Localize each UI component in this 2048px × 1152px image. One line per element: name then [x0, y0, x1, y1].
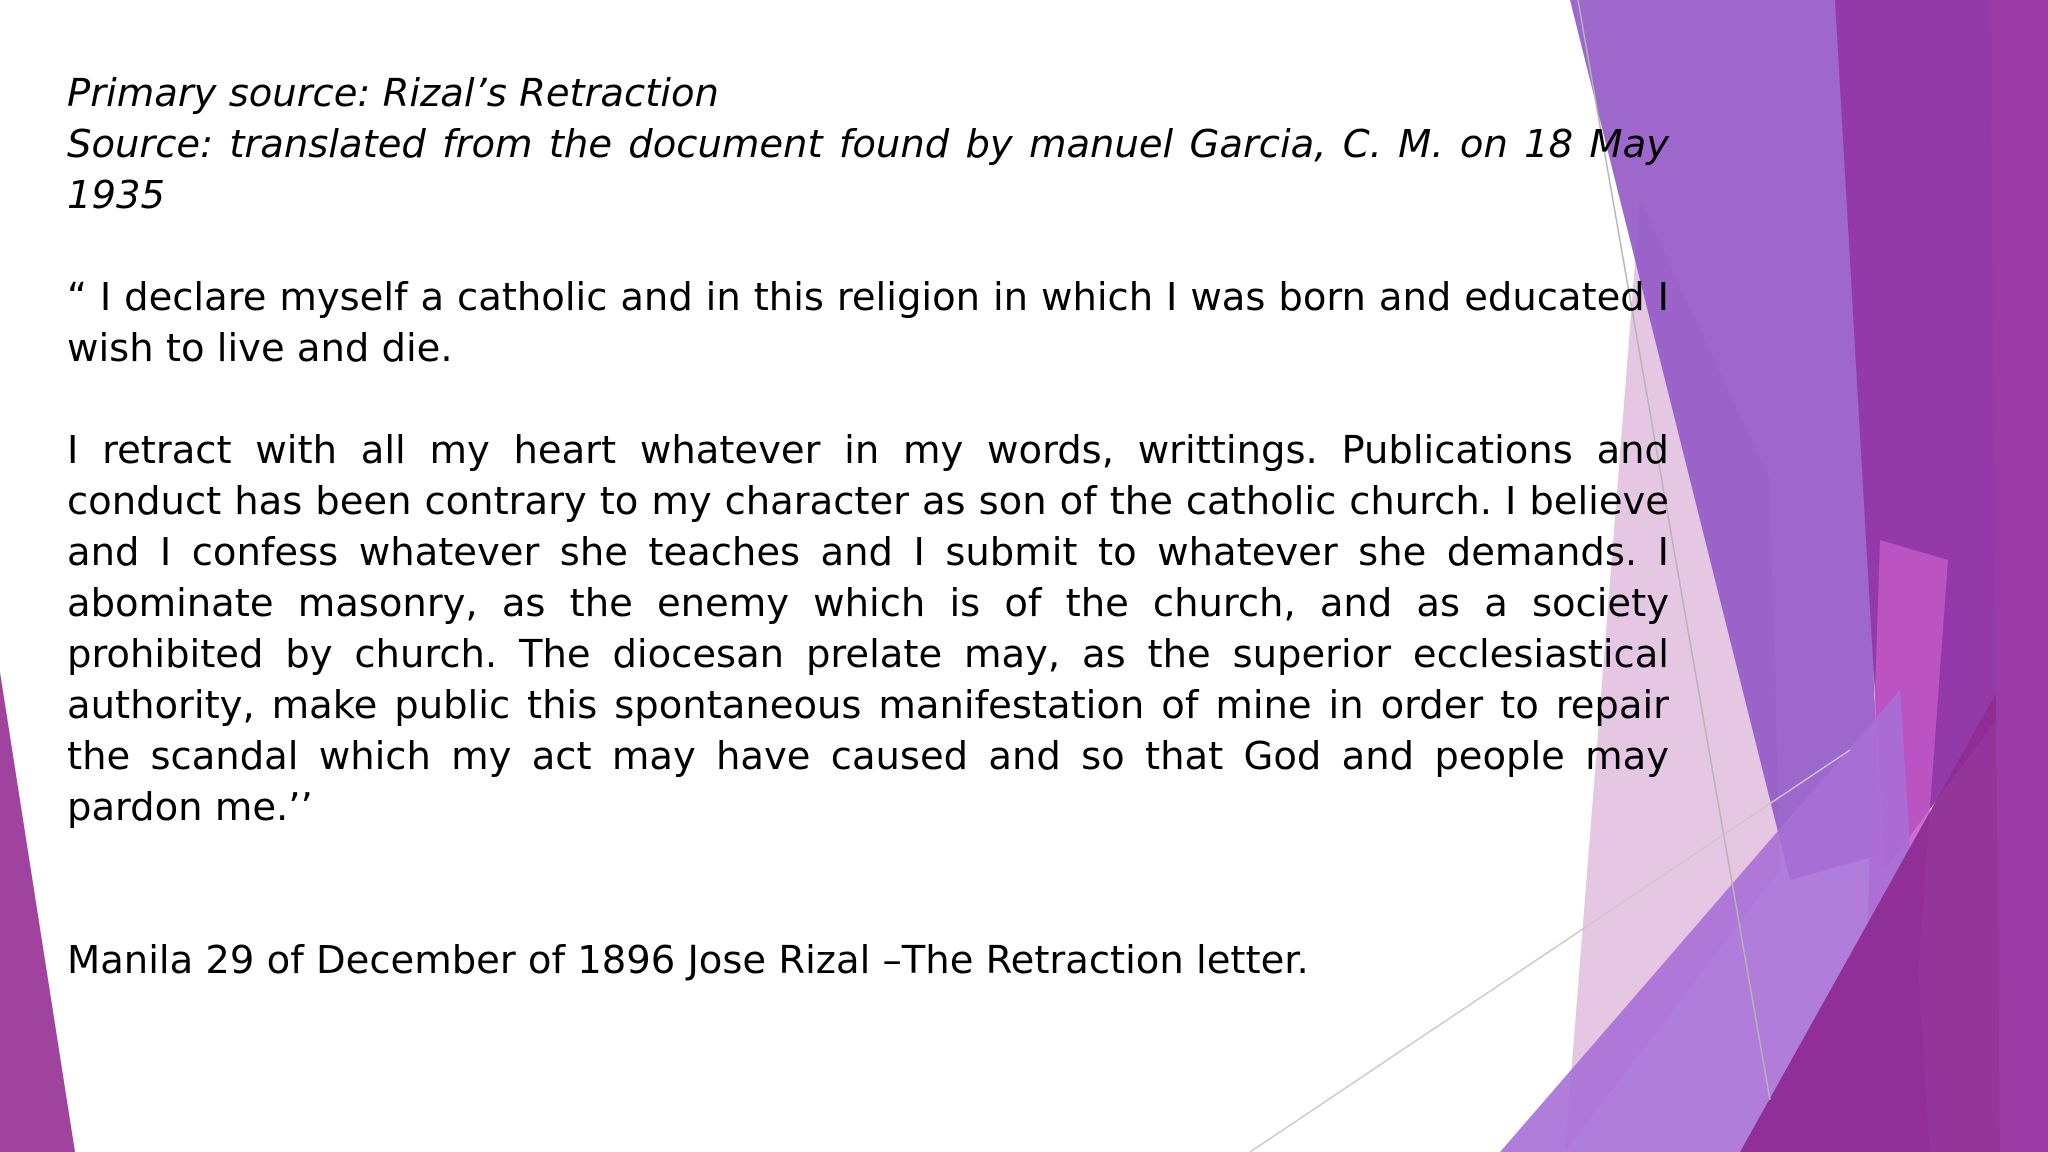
right-deep-strip [1990, 0, 2048, 1152]
source-citation: Source: translated from the document found by manuel Garcia, C. M. on 18 May 1935 [67, 122, 1669, 218]
retraction-paragraph-1: “ I declare myself a catholic and in this religion in which I was born and educated I wish to live and die. [67, 275, 1669, 371]
spacer [67, 833, 1669, 935]
spacer [67, 374, 1669, 425]
left-edge-wedge [0, 672, 75, 1152]
retraction-paragraph-2: I retract with all my heart whatever in my words, writtings. Publications and conduct has been contrary to my character as son of the catholic church. I believe and I confess whatever she teaches and I submit to whatever she demands. I abominate masonry, as the enemy which is of the church, and as a society prohibited by church. The diocesan prelate may, as the superior ecclesiastical authority, make public this spontaneous manifestation of mine in order to repair the scandal which my act may have caused and so that God and people may pardon me.’’ [67, 428, 1669, 830]
signature-line: Manila 29 of December of 1896 Jose Rizal –The Retraction letter. [67, 938, 1309, 983]
retraction-text-block [67, 68, 1669, 986]
primary-source-heading: Primary source: Rizal’s Retraction [67, 71, 719, 116]
spacer [67, 221, 1669, 272]
